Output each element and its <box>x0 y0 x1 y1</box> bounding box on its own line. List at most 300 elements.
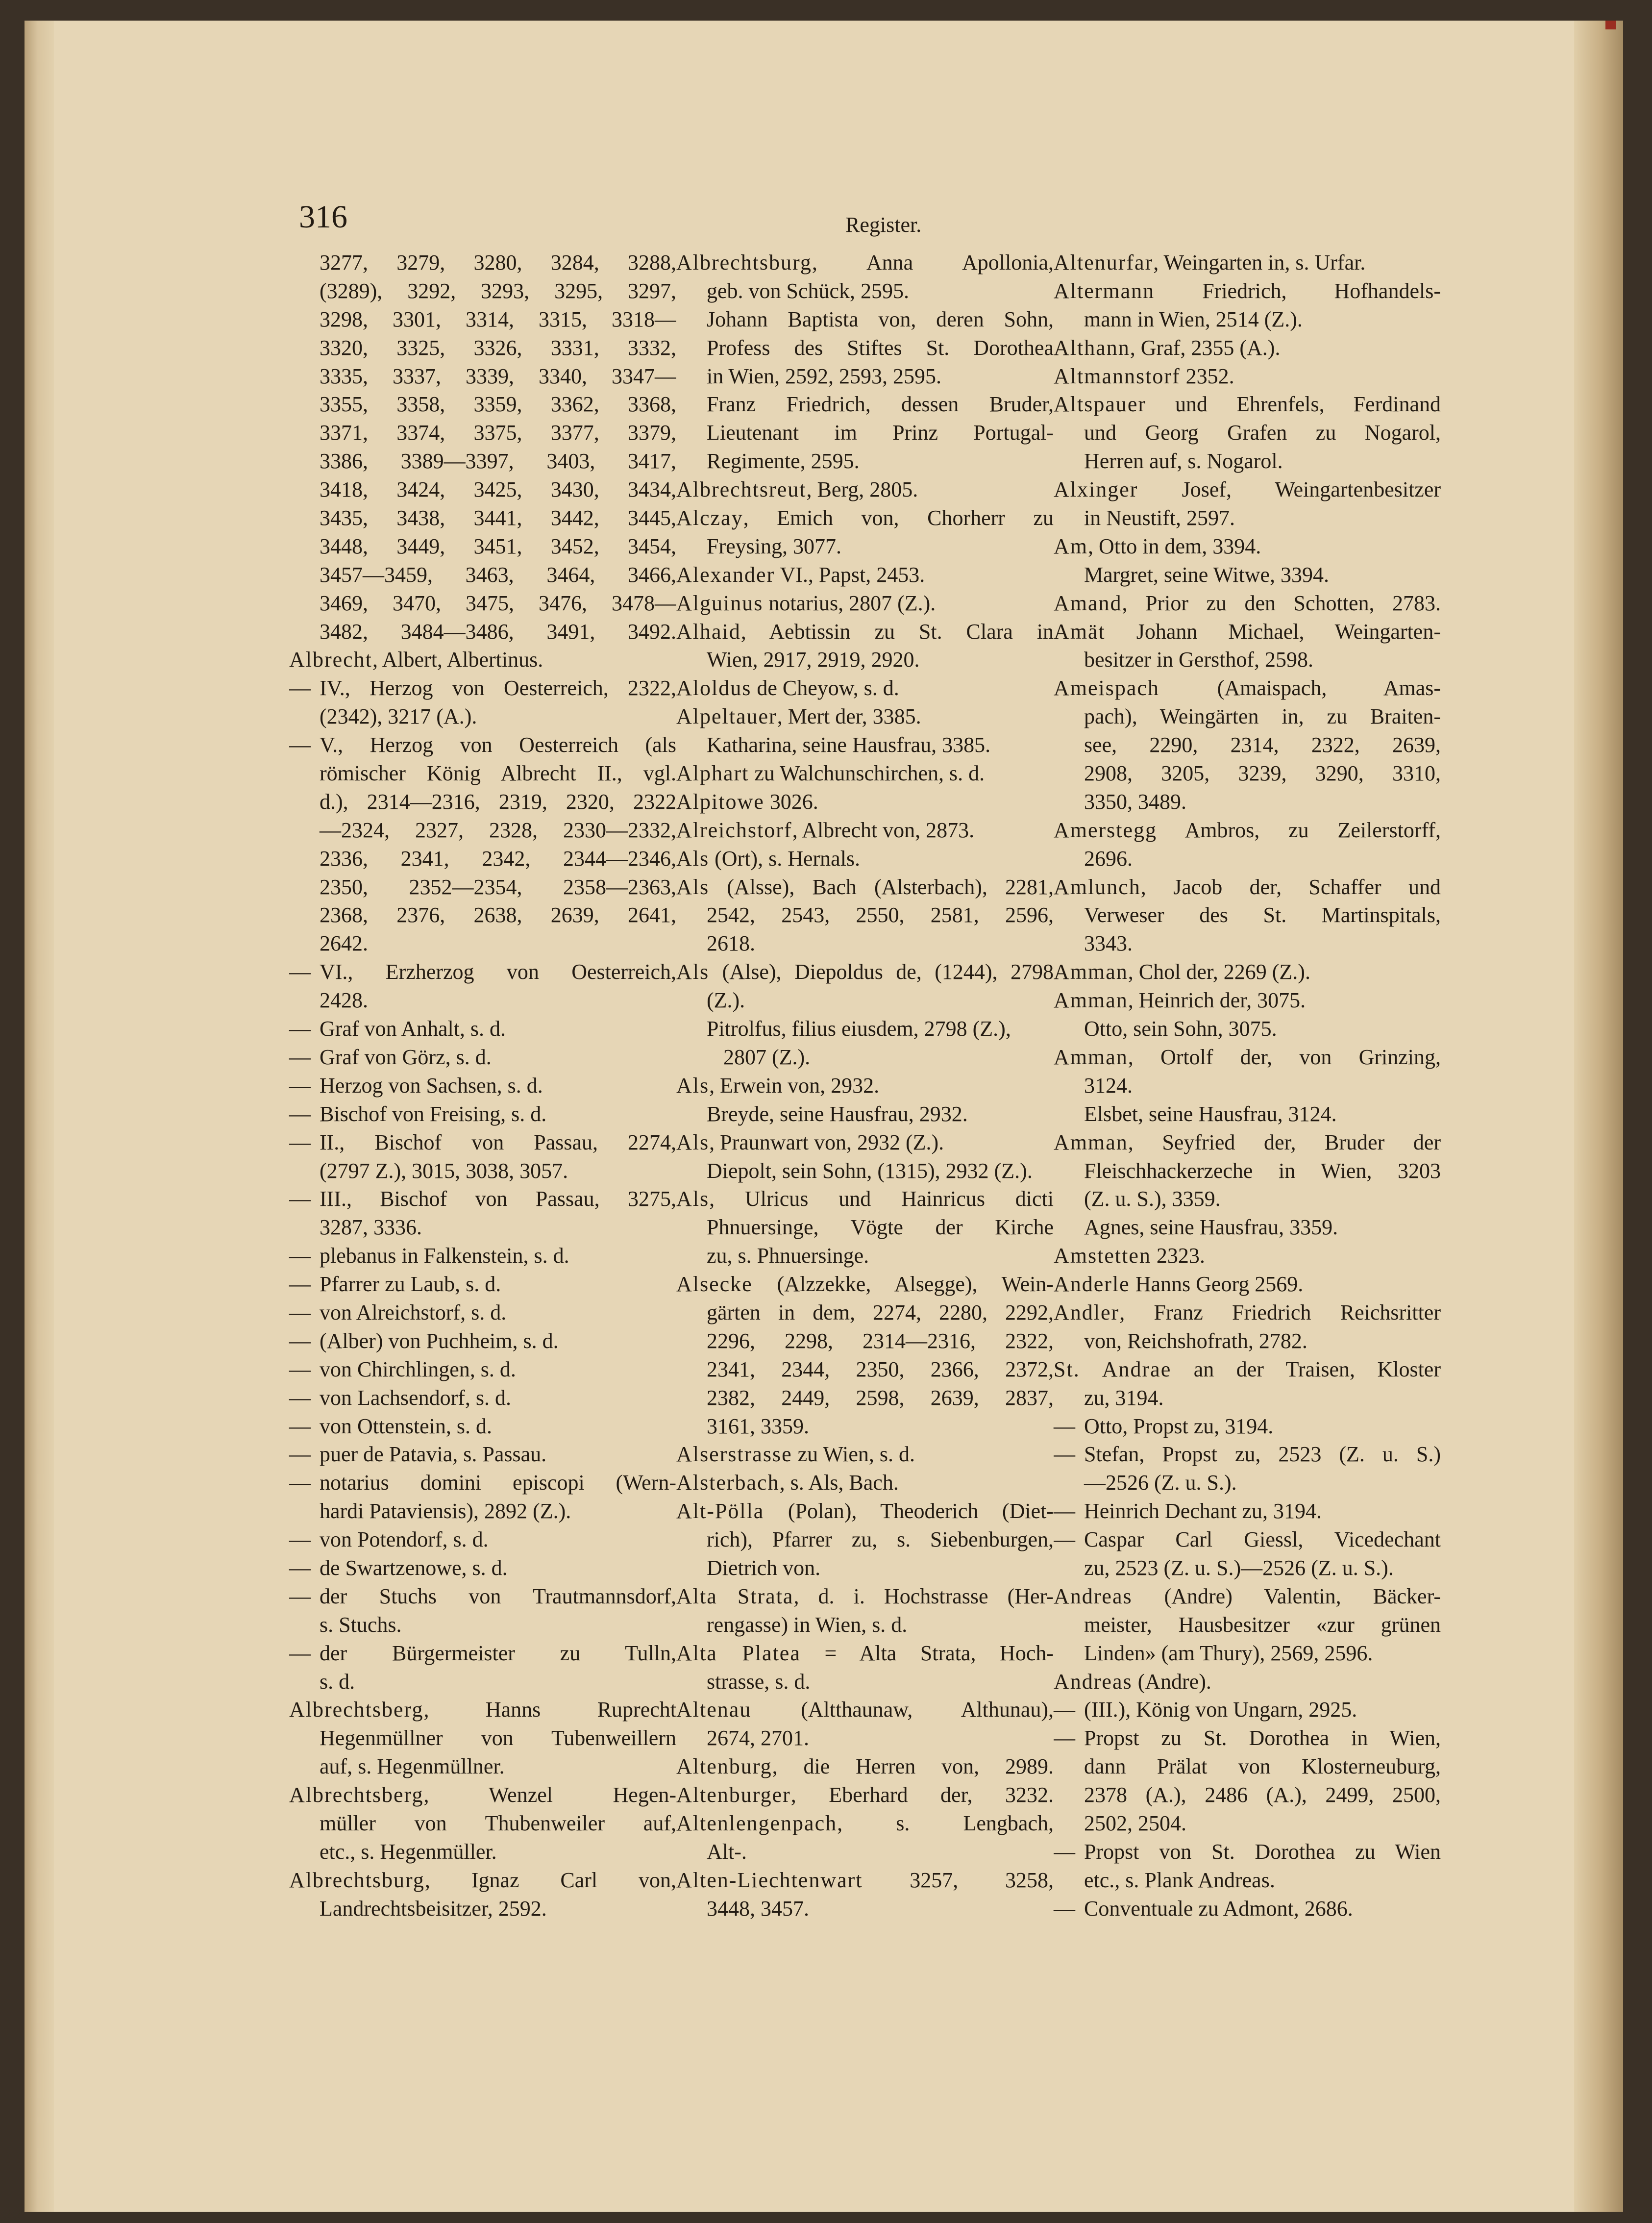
index-text: , Franz Friedrich Reichsritter <box>1119 1300 1441 1324</box>
index-column-middle <box>676 249 1054 1923</box>
index-headword: Amät <box>1054 619 1106 644</box>
index-text: 3320, 3325, 3326, 3331, 3332, <box>320 335 676 360</box>
index-headword: Alten-Liechtenwart <box>676 1868 863 1892</box>
index-headword: St. Andrae <box>1054 1357 1172 1381</box>
index-headword: Alta Strata <box>676 1584 794 1608</box>
index-continuation <box>289 759 676 788</box>
corner-mark <box>1605 21 1616 29</box>
subentry-dash: — <box>289 1073 311 1098</box>
index-text: Freysing, 3077. <box>707 534 841 558</box>
index-entry <box>289 1866 676 1895</box>
index-text: Franz Friedrich, dessen Bruder, <box>707 392 1054 417</box>
subentry-dash: — <box>1054 1414 1075 1438</box>
index-entry <box>1054 532 1441 561</box>
index-continuation <box>676 1611 1054 1639</box>
index-text: Breyde, seine Hausfrau, 2932. <box>707 1101 968 1126</box>
index-headword: Alguinus <box>676 591 764 615</box>
book-page <box>25 21 1623 2212</box>
index-continuation <box>1054 1752 1441 1781</box>
index-headword: Altenurfar <box>1054 250 1154 275</box>
index-continuation <box>1054 1213 1441 1242</box>
index-continuation <box>289 702 676 731</box>
index-text: = Alta Strata, Hoch- <box>800 1641 1054 1665</box>
index-text: , Prior zu den Schotten, 2783. <box>1122 591 1441 615</box>
index-text: Conventuale zu Admont, 2686. <box>1084 1896 1353 1921</box>
index-headword: Amstetten <box>1054 1244 1151 1268</box>
index-continuation <box>676 1554 1054 1582</box>
index-text: mann in Wien, 2514 (Z.). <box>1084 307 1303 331</box>
index-continuation <box>676 646 1054 674</box>
index-text: 3277, 3279, 3280, 3284, 3288, <box>320 250 676 275</box>
index-text: 3161, 3359. <box>707 1414 809 1438</box>
index-subentry <box>289 1412 676 1441</box>
index-continuation <box>676 419 1054 447</box>
index-text: —2324, 2327, 2328, 2330—2332, <box>320 818 676 842</box>
index-text: 2428. <box>320 988 368 1013</box>
index-continuation <box>1054 731 1441 759</box>
index-entry <box>676 759 1054 788</box>
index-headword: Albrechtsburg <box>289 1868 425 1892</box>
index-continuation <box>289 1809 676 1838</box>
index-headword: Alphart <box>676 761 749 786</box>
index-continuation <box>1054 1327 1441 1355</box>
index-continuation <box>289 475 676 504</box>
index-text: d.), 2314—2316, 2319, 2320, 2322 <box>320 789 676 814</box>
index-headword: Andler <box>1054 1300 1120 1324</box>
index-text: auf, s. Hegenmüllner. <box>320 1754 505 1779</box>
index-continuation <box>289 618 676 646</box>
index-headword: Amlunch <box>1054 874 1141 899</box>
index-continuation <box>676 1355 1054 1384</box>
index-text: 2336, 2341, 2342, 2344—2346, <box>320 846 676 871</box>
index-continuation <box>676 1242 1054 1270</box>
index-text: 2696. <box>1084 846 1133 871</box>
index-text: (Altthaunaw, Althunau), <box>751 1698 1054 1722</box>
index-headword: Altmannstorf <box>1054 364 1181 388</box>
index-text: (Alse), Diepoldus de, (1244), 2798 <box>709 960 1054 984</box>
index-headword: Am <box>1054 534 1088 558</box>
index-text: (3289), 3292, 3293, 3295, 3297, <box>320 278 676 303</box>
index-continuation <box>1054 1639 1441 1668</box>
index-text: 2296, 2298, 2314—2316, 2322, <box>707 1328 1054 1353</box>
index-continuation <box>289 249 676 277</box>
index-text: Agnes, seine Hausfrau, 3359. <box>1084 1215 1338 1240</box>
index-entry <box>1054 618 1441 646</box>
index-headword: Amman <box>1054 988 1128 1013</box>
subentry-dash: — <box>289 733 311 757</box>
index-text: zu Walchunschirchen, s. d. <box>749 761 985 786</box>
index-continuation <box>289 845 676 873</box>
index-headword: Als <box>676 1187 710 1211</box>
index-entry <box>676 1072 1054 1100</box>
index-continuation <box>1054 1866 1441 1895</box>
index-text: Linden» (am Thury), 2569, 2596. <box>1084 1641 1373 1665</box>
index-headword: Altenburg <box>676 1754 772 1779</box>
index-continuation <box>289 1497 676 1525</box>
index-text: Elsbet, seine Hausfrau, 3124. <box>1084 1101 1337 1126</box>
index-text: in Neustift, 2597. <box>1084 506 1235 530</box>
index-text: Josef, Weingartenbesitzer <box>1138 477 1441 502</box>
index-entry <box>676 1866 1054 1895</box>
index-continuation <box>676 305 1054 334</box>
index-continuation <box>289 362 676 391</box>
index-text: pach), Weingärten in, zu Braiten- <box>1084 704 1441 729</box>
subentry-dash: — <box>289 1130 311 1154</box>
index-headword: Alsecke <box>676 1272 753 1297</box>
subentry-dash: — <box>1054 1839 1075 1864</box>
index-continuation <box>1054 1157 1441 1185</box>
index-entry <box>1054 390 1441 419</box>
index-text: 3457—3459, 3463, 3464, 3466, <box>320 562 676 587</box>
index-subentry <box>289 1072 676 1100</box>
index-subentry <box>1054 1412 1441 1441</box>
index-text: 3350, 3489. <box>1084 789 1186 814</box>
index-subentry <box>289 1639 676 1668</box>
index-text: Ambros, zu Zeilerstorff, <box>1157 818 1441 842</box>
index-text: IV., Herzog von Oesterreich, 2322, <box>320 676 676 700</box>
index-continuation <box>289 419 676 447</box>
index-text: , Praunwart von, 2932 (Z.). <box>709 1130 944 1154</box>
index-entry <box>289 1781 676 1809</box>
index-text: Johann Michael, Weingarten- <box>1105 619 1441 644</box>
index-subentry <box>289 1270 676 1299</box>
index-headword: Albrechtsreut <box>676 477 807 502</box>
index-text: (Andre) Valentin, Bäcker- <box>1132 1584 1441 1608</box>
index-text: 3469, 3470, 3475, 3476, 3478— <box>320 591 676 615</box>
index-text: de Cheyow, s. d. <box>751 676 899 700</box>
index-text: puer de Patavia, s. Passau. <box>320 1442 547 1467</box>
index-text: von Lachsendorf, s. d. <box>320 1385 512 1410</box>
subentry-dash: — <box>289 1272 311 1297</box>
index-continuation <box>676 1384 1054 1412</box>
index-continuation <box>676 334 1054 362</box>
index-continuation <box>1054 419 1441 447</box>
index-text: , Otto in dem, 3394. <box>1088 534 1261 558</box>
page-number: 316 <box>299 199 347 235</box>
index-headword: Als <box>676 846 710 871</box>
index-headword: Als <box>676 1130 710 1154</box>
index-text: —2526 (Z. u. S.). <box>1084 1471 1237 1495</box>
index-headword: Amman <box>1054 1130 1128 1154</box>
index-text: Otto, Propst zu, 3194. <box>1084 1414 1274 1438</box>
index-continuation <box>676 1157 1054 1185</box>
index-entry <box>676 1752 1054 1781</box>
subentry-dash: — <box>289 1641 311 1665</box>
index-headword: Alt-Pölla <box>676 1499 764 1524</box>
index-headword: Amman <box>1054 960 1128 984</box>
index-subentry <box>289 958 676 986</box>
index-continuation <box>289 589 676 618</box>
index-entry <box>1054 334 1441 362</box>
index-continuation <box>1054 929 1441 958</box>
index-text: , Jacob der, Schaffer und <box>1140 874 1441 899</box>
index-text: 2542, 2543, 2550, 2581, 2596, <box>707 903 1054 927</box>
index-text: 3026. <box>764 789 818 814</box>
index-entry <box>676 475 1054 504</box>
index-headword: Alsterbach <box>676 1471 780 1495</box>
index-headword: Altspauer <box>1054 392 1147 417</box>
index-text: Verweser des St. Martinspitals, <box>1084 903 1441 927</box>
page-gutter-shadow <box>25 21 54 2212</box>
index-text: 2642. <box>320 931 368 956</box>
index-continuation <box>1054 561 1441 589</box>
index-continuation <box>289 1838 676 1866</box>
index-text: hardi Pataviensis), 2892 (Z.). <box>320 1499 571 1524</box>
index-text: Stefan, Propst zu, 2523 (Z. u. S.) <box>1084 1442 1441 1467</box>
index-text: von Alreichstorf, s. d. <box>320 1300 507 1324</box>
subentry-dash: — <box>289 1555 311 1580</box>
index-text: zu Wien, s. d. <box>792 1442 915 1467</box>
index-continuation <box>676 1100 1054 1128</box>
index-text: (Amaispach, Amas- <box>1159 676 1441 700</box>
index-text: von, Reichshofrath, 2782. <box>1084 1328 1307 1353</box>
index-text: römischer König Albrecht II., vgl. <box>320 761 676 786</box>
index-continuation <box>1054 305 1441 334</box>
index-text: 3355, 3358, 3359, 3362, 3368, <box>320 392 676 417</box>
index-text: Profess des Stiftes St. Dorothea <box>707 335 1054 360</box>
index-continuation <box>676 390 1054 419</box>
index-text: zu, 3194. <box>1084 1385 1164 1410</box>
index-text: 3418, 3424, 3425, 3430, 3434, <box>320 477 676 502</box>
index-continuation <box>1054 788 1441 816</box>
index-entry <box>676 1270 1054 1299</box>
index-text: rengasse) in Wien, s. d. <box>707 1612 908 1637</box>
index-subentry <box>1054 1724 1441 1752</box>
index-entry <box>1054 249 1441 277</box>
index-entry <box>1054 816 1441 845</box>
index-text: , Emich von, Chorherr zu <box>743 506 1054 530</box>
index-continuation <box>1054 1781 1441 1809</box>
index-entry <box>1054 589 1441 618</box>
index-text: 2382, 2449, 2598, 2639, 2837, <box>707 1385 1054 1410</box>
index-text: Pfarrer zu Laub, s. d. <box>320 1272 501 1297</box>
index-text: , Chol der, 2269 (Z.). <box>1128 960 1310 984</box>
index-entry <box>1054 1582 1441 1611</box>
index-headword: Ameispach <box>1054 676 1159 700</box>
index-text: V., Herzog von Oesterreich (als <box>320 733 676 757</box>
index-continuation <box>1054 646 1441 674</box>
index-text: 3287, 3336. <box>320 1215 422 1240</box>
index-headword: Althann <box>1054 335 1130 360</box>
index-continuation <box>289 447 676 475</box>
index-entry <box>676 1781 1054 1809</box>
index-text: Diepolt, sein Sohn, (1315), 2932 (Z.). <box>707 1158 1033 1183</box>
index-continuation <box>676 1895 1054 1923</box>
index-headword: Albrecht <box>289 648 372 672</box>
index-text: etc., s. Hegenmüller. <box>320 1839 497 1864</box>
subentry-dash: — <box>1054 1442 1075 1467</box>
index-text: und Georg Grafen zu Nogarol, <box>1084 421 1441 445</box>
index-continuation <box>289 532 676 561</box>
index-text: (Alber) von Puchheim, s. d. <box>320 1328 559 1353</box>
index-subentry <box>289 1128 676 1157</box>
index-headword: Altenlengenpach <box>676 1811 838 1835</box>
index-text: 2807 (Z.). <box>723 1045 811 1069</box>
index-continuation <box>676 1213 1054 1242</box>
index-continuation <box>676 1015 1054 1043</box>
subentry-dash: — <box>289 1045 311 1069</box>
index-text: der Stuchs von Trautmannsdorf, <box>320 1584 676 1608</box>
index-text: Fleischhackerzeche in Wien, 3203 <box>1084 1158 1441 1183</box>
index-text: etc., s. Plank Andreas. <box>1084 1868 1275 1892</box>
index-continuation <box>676 986 1054 1015</box>
index-subentry <box>289 1554 676 1582</box>
index-text: (III.), König von Ungarn, 2925. <box>1084 1698 1357 1722</box>
subentry-dash: — <box>289 1187 311 1211</box>
index-subentry <box>289 1582 676 1611</box>
index-continuation <box>1054 504 1441 532</box>
index-text: , Heinrich der, 3075. <box>1128 988 1306 1013</box>
index-entry <box>676 618 1054 646</box>
subentry-dash: — <box>289 1328 311 1353</box>
running-head: Register. <box>845 213 922 237</box>
index-continuation <box>676 1525 1054 1554</box>
index-text: , Wenzel Hegen- <box>423 1783 676 1807</box>
index-text: Wien, 2917, 2919, 2920. <box>707 648 920 672</box>
index-continuation <box>289 873 676 901</box>
index-subentry <box>1054 1895 1441 1923</box>
index-text: 3343. <box>1084 931 1133 956</box>
subentry-dash: — <box>289 1357 311 1381</box>
index-text: 2341, 2344, 2350, 2366, 2372, <box>707 1357 1054 1381</box>
index-text: von Chirchlingen, s. d. <box>320 1357 516 1381</box>
index-text: , Ulricus und Hainricus dicti <box>709 1187 1054 1211</box>
index-headword: Alreichstorf <box>676 818 792 842</box>
index-text: , Albrecht von, 2873. <box>792 818 975 842</box>
index-subentry <box>289 1043 676 1072</box>
index-text: (Ort), s. Hernals. <box>709 846 861 871</box>
index-subentry <box>289 1355 676 1384</box>
index-subentry <box>289 1185 676 1213</box>
index-continuation <box>1054 447 1441 475</box>
index-continuation <box>676 1724 1054 1752</box>
index-text: , Ignaz Carl von, <box>424 1868 676 1892</box>
index-text: 3298, 3301, 3314, 3315, 3318— <box>320 307 676 331</box>
index-continuation <box>289 1724 676 1752</box>
index-subentry <box>289 1299 676 1327</box>
index-entry <box>1054 1355 1441 1384</box>
index-text: Hegenmüllner von Tubenweillern <box>320 1726 676 1750</box>
subentry-dash: — <box>1054 1499 1075 1524</box>
index-headword: Alxinger <box>1054 477 1138 502</box>
index-text: (2797 Z.), 3015, 3038, 3057. <box>320 1158 568 1183</box>
index-text: 3257, 3258, <box>863 1868 1054 1892</box>
index-text: , Erwein von, 2932. <box>709 1073 880 1098</box>
subentry-dash: — <box>289 1300 311 1324</box>
index-continuation <box>676 1668 1054 1696</box>
index-text: der Bürgermeister zu Tulln, <box>320 1641 676 1665</box>
index-entry <box>676 504 1054 532</box>
index-continuation <box>289 929 676 958</box>
index-text: , Graf, 2355 (A.). <box>1130 335 1281 360</box>
subentry-dash: — <box>289 1527 311 1552</box>
index-headword: Albrechtsberg <box>289 1783 424 1807</box>
index-continuation <box>1054 901 1441 929</box>
index-text: 2352. <box>1180 364 1234 388</box>
index-text: (Z. u. S.), 3359. <box>1084 1187 1221 1211</box>
index-text: Herren auf, s. Nogarol. <box>1084 449 1283 474</box>
index-text: Propst von St. Dorothea zu Wien <box>1084 1839 1441 1864</box>
index-text: Phnuersinge, Vögte der Kirche <box>707 1215 1054 1240</box>
index-subentry <box>289 674 676 702</box>
index-continuation <box>289 1611 676 1639</box>
index-entry <box>1054 1043 1441 1072</box>
index-text: see, 2290, 2314, 2322, 2639, <box>1084 733 1441 757</box>
index-text: VI., Erzherzog von Oesterreich, <box>320 960 676 984</box>
index-continuation <box>1054 759 1441 788</box>
index-text: , Aebtissin zu St. Clara in <box>740 619 1054 644</box>
index-headword: Alexander <box>676 562 775 587</box>
index-text: 2502, 2504. <box>1084 1811 1186 1835</box>
index-entry <box>676 674 1054 702</box>
index-subentry <box>1054 1696 1441 1724</box>
index-subentry <box>1054 1440 1441 1469</box>
index-text: s. d. <box>320 1669 355 1694</box>
index-text: 3371, 3374, 3375, 3377, 3379, <box>320 421 676 445</box>
index-continuation <box>676 1299 1054 1327</box>
index-text: Graf von Görz, s. d. <box>320 1045 492 1069</box>
index-continuation <box>1054 1185 1441 1213</box>
index-text: Herzog von Sachsen, s. d. <box>320 1073 543 1098</box>
index-entry <box>676 873 1054 901</box>
index-continuation <box>289 334 676 362</box>
index-text: Propst zu St. Dorothea in Wien, <box>1084 1726 1441 1750</box>
index-text: zu, 2523 (Z. u. S.)—2526 (Z. u. S.). <box>1084 1555 1394 1580</box>
index-entry <box>676 249 1054 277</box>
index-continuation <box>289 561 676 589</box>
index-headword: Als <box>676 960 710 984</box>
index-continuation <box>289 305 676 334</box>
index-headword: Alczay <box>676 506 743 530</box>
index-subentry <box>289 1469 676 1497</box>
index-text: Heinrich Dechant zu, 3194. <box>1084 1499 1322 1524</box>
index-text: Margret, seine Witwe, 3394. <box>1084 562 1330 587</box>
index-continuation <box>1054 1809 1441 1838</box>
index-entry <box>676 1639 1054 1668</box>
index-text: 3386, 3389—3397, 3403, 3417, <box>320 449 676 474</box>
index-entry <box>1054 277 1441 305</box>
index-entry <box>676 1696 1054 1724</box>
index-headword: Amerstegg <box>1054 818 1158 842</box>
index-text: , d. i. Hochstrasse (Her- <box>793 1584 1054 1608</box>
index-text: meister, Hausbesitzer «zur grünen <box>1084 1612 1441 1637</box>
index-column-left <box>289 249 676 1923</box>
index-entry <box>676 1128 1054 1157</box>
index-text: (Polan), Theoderich (Diet- <box>764 1499 1054 1524</box>
index-entry <box>676 816 1054 845</box>
index-text: , die Herren von, 2989. <box>772 1754 1054 1779</box>
subentry-dash: — <box>289 1244 311 1268</box>
index-continuation <box>289 390 676 419</box>
index-text: Bischof von Freising, s. d. <box>320 1101 547 1126</box>
index-text: Katharina, seine Hausfrau, 3385. <box>707 733 991 757</box>
index-continuation <box>1054 702 1441 731</box>
index-text: , Mert der, 3385. <box>777 704 921 729</box>
index-headword: Alserstrasse <box>676 1442 792 1467</box>
index-continuation <box>676 929 1054 958</box>
index-text: VI., Papst, 2453. <box>775 562 925 587</box>
subentry-dash: — <box>289 1471 311 1495</box>
index-text: Graf von Anhalt, s. d. <box>320 1017 506 1041</box>
index-continuation <box>289 1752 676 1781</box>
index-text: müller von Thubenweiler auf, <box>320 1811 676 1835</box>
index-text: , Anna Apollonia, <box>812 250 1054 275</box>
index-text: Regimente, 2595. <box>707 449 860 474</box>
index-continuation <box>1054 1611 1441 1639</box>
subentry-dash: — <box>289 1017 311 1041</box>
index-text: zu, s. Phnuersinge. <box>707 1244 869 1268</box>
index-continuation <box>1054 1015 1441 1043</box>
